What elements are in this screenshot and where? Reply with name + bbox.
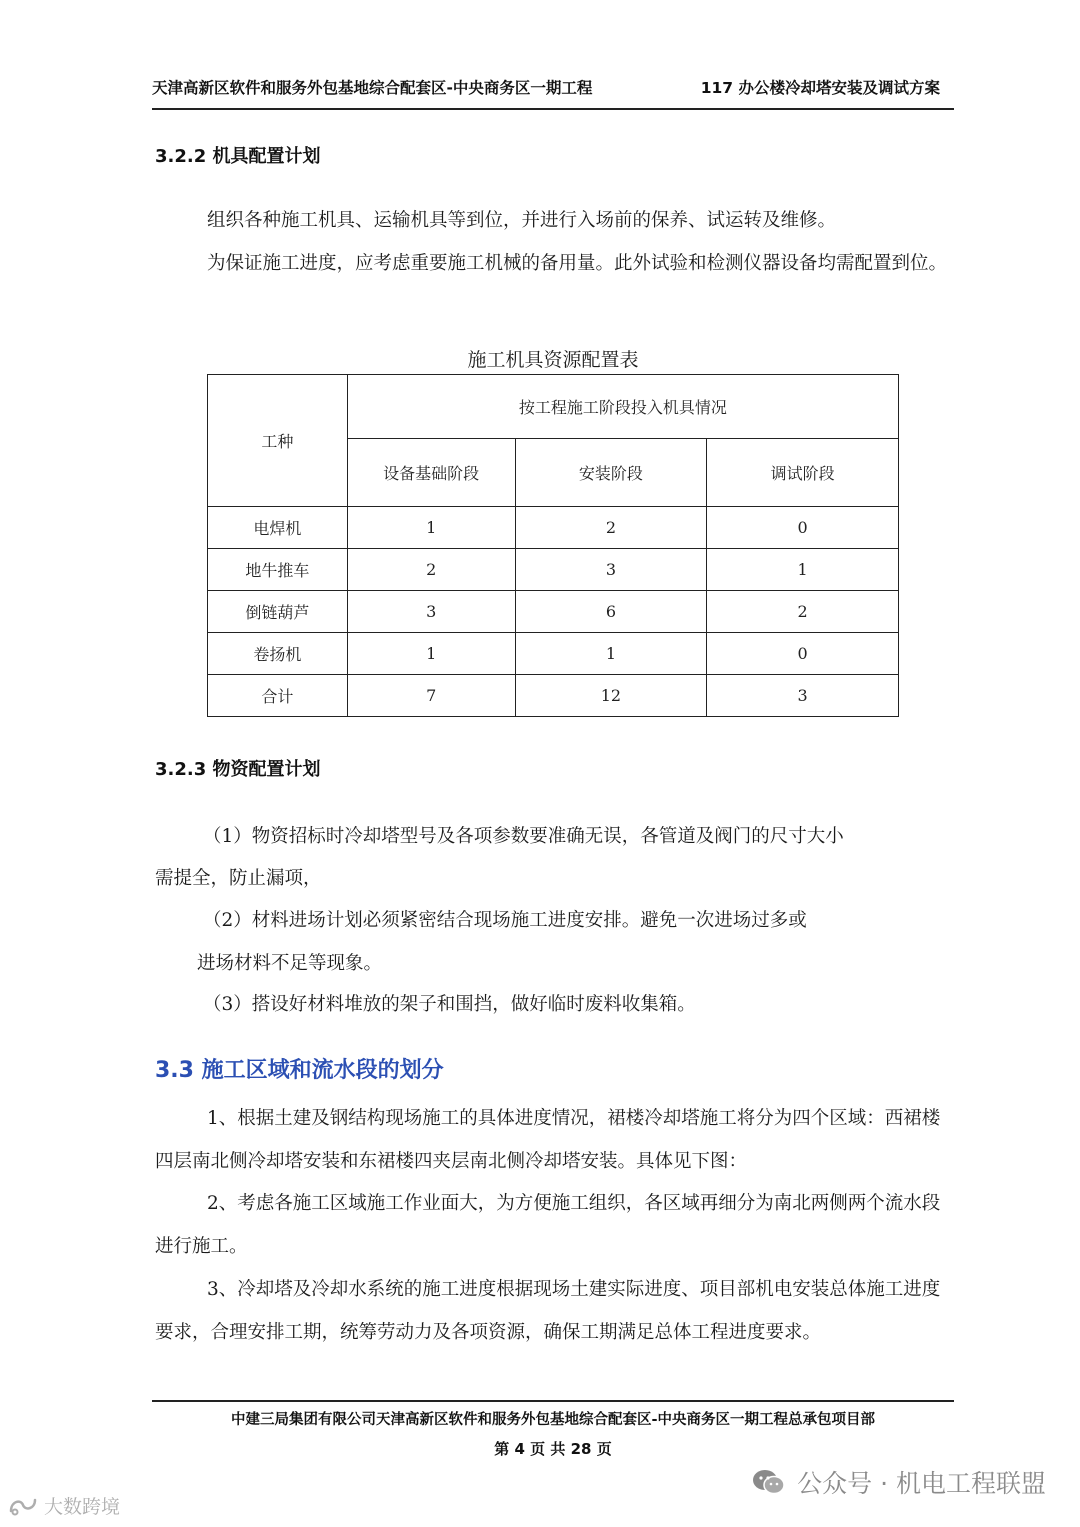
table-cell: 2 — [347, 549, 515, 591]
table-row-total — [208, 675, 899, 717]
table-cell: 6 — [515, 591, 707, 633]
heading-3-2-2: 3.2.2 机具配置计划 — [155, 146, 321, 167]
table-cell-name: 地牛推车 — [208, 549, 348, 591]
equipment-table — [207, 374, 899, 717]
footer-divider — [152, 1400, 954, 1402]
heading-3-3: 3.3 施工区域和流水段的划分 — [155, 1058, 444, 1083]
wechat-icon — [751, 1467, 787, 1497]
header-project-title: 天津高新区软件和服务外包基地综合配套区-中央商务区一期工程 — [152, 79, 593, 97]
table-cell: 7 — [347, 675, 515, 717]
table-cell: 2 — [515, 507, 707, 549]
table-cell: 3 — [347, 591, 515, 633]
corner-watermark — [8, 1492, 120, 1519]
list-item-1-line-1: （1）物资招标时冷却塔型号及各项参数要准确无误，各管道及阀门的尺寸大小 — [203, 826, 844, 847]
table-cell-name: 电焊机 — [208, 507, 348, 549]
table-header-stage: 设备基础阶段 — [347, 439, 515, 507]
table-row — [208, 591, 899, 633]
table-title: 施工机具资源配置表 — [467, 349, 639, 371]
wechat-watermark — [751, 1464, 1046, 1500]
table-row — [208, 549, 899, 591]
paragraph-zones: 1、根据土建及钢结构现场施工的具体进度情况，裙楼冷却塔施工将分为四个区域：西裙楼四层南北侧冷却塔安装和东裙楼四夹层南北侧冷却塔安装。具体见下图： — [155, 1108, 941, 1172]
table-cell: 3 — [707, 675, 899, 717]
table-row — [208, 633, 899, 675]
table-cell: 1 — [347, 507, 515, 549]
brand-logo-icon — [8, 1495, 38, 1517]
table-cell: 1 — [515, 633, 707, 675]
page-header — [152, 76, 954, 100]
list-item-2-line-1: （2）材料进场计划必须紧密结合现场施工进度安排。避免一次进场过多或 — [203, 910, 807, 931]
table-cell: 0 — [707, 633, 899, 675]
paragraph-equipment-backup: 为保证施工进度，应考虑重要施工机械的备用量。此外试验和检测仪器设备均需配置到位。 — [207, 253, 948, 274]
footer-organization: 中建三局集团有限公司天津高新区软件和服务外包基地综合配套区-中央商务区一期工程总承包项目部 — [230, 1412, 875, 1428]
table-cell: 1 — [707, 549, 899, 591]
table-row — [208, 507, 899, 549]
table-header-stage: 安装阶段 — [515, 439, 707, 507]
paragraph-flow-sections: 2、考虑各施工区域施工作业面大，为方便施工组织，各区域再细分为南北两侧两个流水段进行施工。 — [155, 1193, 941, 1257]
heading-3-2-3: 3.2.3 物资配置计划 — [155, 759, 321, 780]
table-cell-name: 合计 — [208, 675, 348, 717]
table-cell-name: 倒链葫芦 — [208, 591, 348, 633]
table-cell: 0 — [707, 507, 899, 549]
table-cell: 2 — [707, 591, 899, 633]
header-doc-title: 117 办公楼冷却塔安装及调试方案 — [700, 79, 940, 97]
table-header-stage: 调试阶段 — [707, 439, 899, 507]
table-header-type: 工种 — [208, 375, 348, 507]
wechat-watermark-text: 公众号 · 机电工程联盟 — [797, 1469, 1046, 1498]
paragraph-equipment-prep: 组织各种施工机具、运输机具等到位，并进行入场前的保养、试运转及维修。 — [207, 210, 837, 231]
corner-watermark-text: 大数跨境 — [44, 1496, 121, 1518]
page-number: 第 4 页 共 28 页 — [494, 1440, 612, 1458]
table-cell-name: 卷扬机 — [208, 633, 348, 675]
table-cell: 12 — [515, 675, 707, 717]
header-divider — [152, 108, 954, 110]
list-item-2-line-2: 进场材料不足等现象。 — [197, 953, 383, 974]
table-cell: 3 — [515, 549, 707, 591]
paragraph-schedule: 3、冷却塔及冷却水系统的施工进度根据现场土建实际进度、项目部机电安装总体施工进度要求，合理安排工期，统筹劳动力及各项资源，确保工期满足总体工程进度要求。 — [155, 1279, 941, 1343]
table-header-group: 按工程施工阶段投入机具情况 — [347, 375, 898, 439]
list-item-3: （3）搭设好材料堆放的架子和围挡，做好临时废料收集箱。 — [203, 994, 696, 1015]
table-cell: 1 — [347, 633, 515, 675]
list-item-1-line-2: 需提全，防止漏项， — [155, 868, 322, 889]
